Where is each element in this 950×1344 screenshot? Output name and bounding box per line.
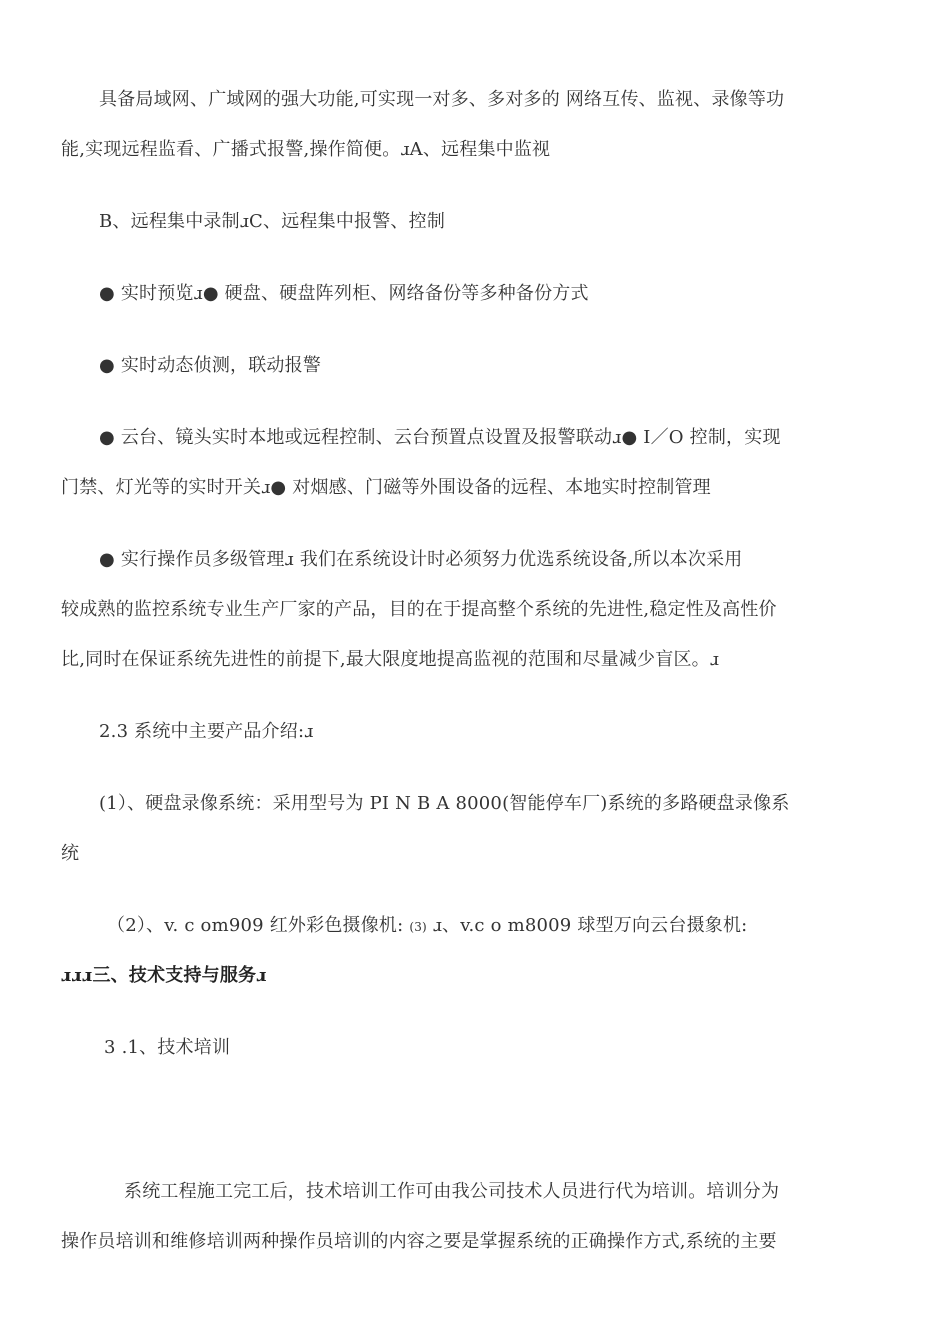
paragraph-line: 系统工程施工完工后，技术培训工作可由我公司技术人员进行代为培训。培训分为 bbox=[124, 1181, 780, 1202]
product-2: （2）、v. c om909 红外彩色摄像机: bbox=[107, 915, 404, 936]
paragraph-line: 门禁、灯光等的实时开关ɹ● 对烟感、门磁等外围设备的远程、本地实时控制管理 bbox=[61, 477, 711, 498]
product-3: ɹ、v.c o m8009 球型万向云台摄象机: bbox=[432, 915, 748, 936]
paragraph-line: (1）、硬盘录像系统：采用型号为 PI N B A 8000(智能停车厂)系统的多路硬盘录像系 bbox=[99, 793, 790, 814]
paragraph-line: 统 bbox=[61, 843, 80, 864]
bullet-line: ● 实时预览ɹ● 硬盘、硬盘阵列柜、网络备份等多种备份方式 bbox=[99, 283, 589, 304]
paragraph-line: 比,同时在保证系统先进性的前提下,最大限度地提高监视的范围和尽量减少盲区。ɹ bbox=[61, 649, 720, 670]
bullet-line: ● 云台、镜头实时本地或远程控制、云台预置点设置及报警联动ɹ● I／O 控制，实现 bbox=[99, 427, 781, 448]
paragraph-line: 具备局域网、广域网的强大功能,可实现一对多、多对多的 网络互传、监视、录像等功 bbox=[99, 89, 785, 110]
section-heading: 2.3 系统中主要产品介绍:ɹ bbox=[99, 721, 314, 742]
chapter-heading: ɹɹɹ三、技术支持与服务ɹ bbox=[61, 965, 267, 986]
paragraph-line: B、远程集中录制ɹC、远程集中报警、控制 bbox=[99, 211, 446, 232]
product-3-marker: (3) bbox=[409, 920, 427, 934]
paragraph-line: 能,实现远程监看、广播式报警,操作简便。ɹA、远程集中监视 bbox=[61, 139, 551, 160]
section-heading: 3 .1、技术培训 bbox=[104, 1037, 231, 1058]
paragraph-line bbox=[107, 914, 747, 939]
paragraph-line: 操作员培训和维修培训两种操作员培训的内容之要是掌握系统的正确操作方式,系统的主要 bbox=[61, 1231, 777, 1252]
paragraph-line: 较成熟的监控系统专业生产厂家的产品，目的在于提高整个系统的先进性,稳定性及高性价 bbox=[61, 599, 777, 620]
bullet-line: ● 实行操作员多级管理ɹ 我们在系统设计时必须努力优选系统设备,所以本次采用 bbox=[99, 549, 743, 570]
bullet-line: ● 实时动态侦测，联动报警 bbox=[99, 355, 322, 376]
